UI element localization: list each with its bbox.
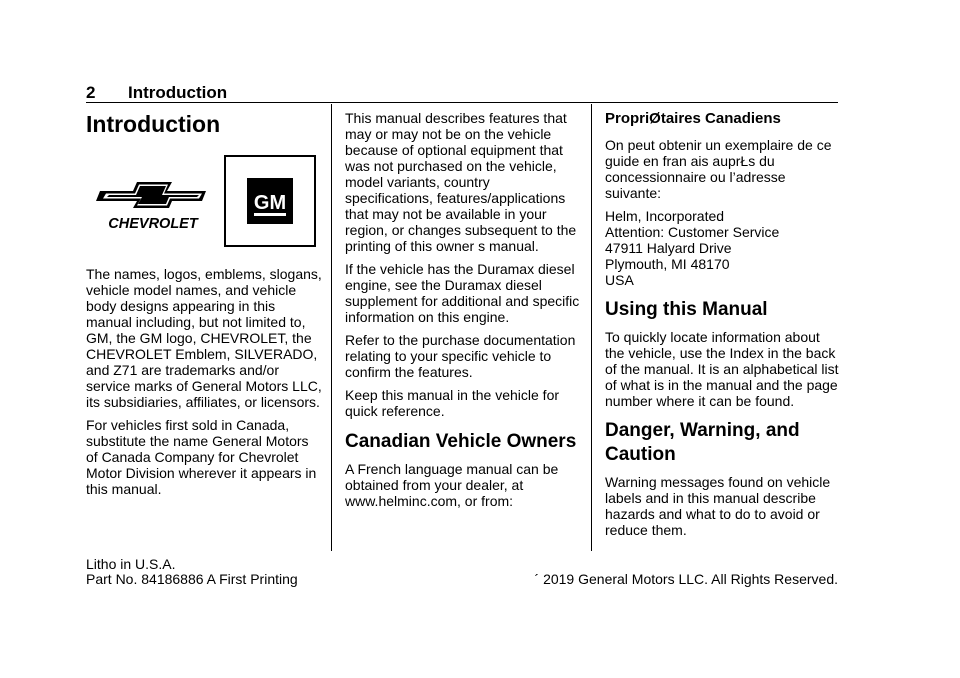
proprietaires-heading: PropriØtaires Canadiens bbox=[605, 110, 781, 127]
introduction-heading: Introduction bbox=[86, 111, 221, 137]
page-header bbox=[86, 82, 838, 104]
canadian-owners-heading: Canadian Vehicle Owners bbox=[345, 431, 577, 452]
copyright-text: ´ 2019 General Motors LLC. All Rights Reserved. bbox=[534, 571, 838, 587]
address-line: USA bbox=[605, 272, 634, 288]
canada-paragraph: For vehicles first sold in Canada, substitute the name General Motors of Canada Company for Chevrolet Motor Division wherever it appears in this manual. bbox=[86, 417, 317, 497]
address-line: 47911 Halyard Drive bbox=[605, 240, 732, 256]
column-divider bbox=[591, 104, 592, 551]
column-3 bbox=[605, 110, 841, 545]
footer-left bbox=[86, 557, 298, 587]
helm-address bbox=[605, 208, 841, 288]
features-paragraph: This manual describes features that may or may not be on the vehicle because of optional equipment that was not purchased on the vehicle, model variants, country specifications, features/applications that may not be available in your region, or changes subsequent to the printing of this owner s manual. bbox=[345, 110, 577, 254]
warning-paragraph: Warning messages found on vehicle labels and in this manual describe hazards and what to do to avoid or reduce them. bbox=[605, 474, 831, 538]
header-rule bbox=[86, 102, 838, 103]
column-divider bbox=[331, 104, 332, 551]
danger-warning-heading: Danger, Warning, and Caution bbox=[605, 420, 800, 465]
gm-logo bbox=[224, 155, 316, 247]
chevrolet-wordmark: CHEVROLET bbox=[108, 216, 198, 231]
address-line: Plymouth, MI 48170 bbox=[605, 256, 730, 272]
french-manual-paragraph: A French language manual can be obtained from your dealer, at www.helminc.com, or from: bbox=[345, 461, 559, 509]
page-number: 2 bbox=[86, 83, 96, 102]
trademark-paragraph: The names, logos, emblems, slogans, vehicle model names, and vehicle body designs appearing in this manual including, but not limited to, GM, the GM logo, CHEVROLET, the CHEVROLET Emblem, SILVERADO, and Z71 are trademarks and/or service marks of General Motors LLC, its subsidiaries, affiliates, or licensors. bbox=[86, 266, 322, 410]
brand-logos bbox=[86, 155, 322, 253]
using-manual-heading: Using this Manual bbox=[605, 299, 768, 320]
purchase-paragraph: Refer to the purchase documentation relating to your specific vehicle to confirm the features. bbox=[345, 332, 576, 380]
index-paragraph: To quickly locate information about the vehicle, use the Index in the back of the manual. It is an alphabetical list of what is in the manual and the page number where it can be found. bbox=[605, 329, 839, 409]
french-paragraph: On peut obtenir un exemplaire de ce guide en fran ais auprŁs du concessionnaire ou l’adresse suivante: bbox=[605, 137, 832, 201]
column-1 bbox=[86, 110, 322, 504]
gm-mark-text: GM bbox=[253, 192, 287, 214]
duramax-paragraph: If the vehicle has the Duramax diesel engine, see the Duramax diesel supplement for additional and specific information on this engine. bbox=[345, 261, 580, 325]
column-2 bbox=[345, 110, 581, 516]
chevrolet-logo bbox=[92, 169, 214, 231]
address-line: Helm, Incorporated bbox=[605, 208, 725, 224]
keep-manual-paragraph: Keep this manual in the vehicle for quick reference. bbox=[345, 387, 560, 419]
address-line: Attention: Customer Service bbox=[605, 224, 780, 240]
section-title: Introduction bbox=[128, 83, 228, 102]
part-number-text: Part No. 84186886 A First Printing bbox=[86, 571, 298, 587]
litho-text: Litho in U.S.A. bbox=[86, 556, 176, 572]
